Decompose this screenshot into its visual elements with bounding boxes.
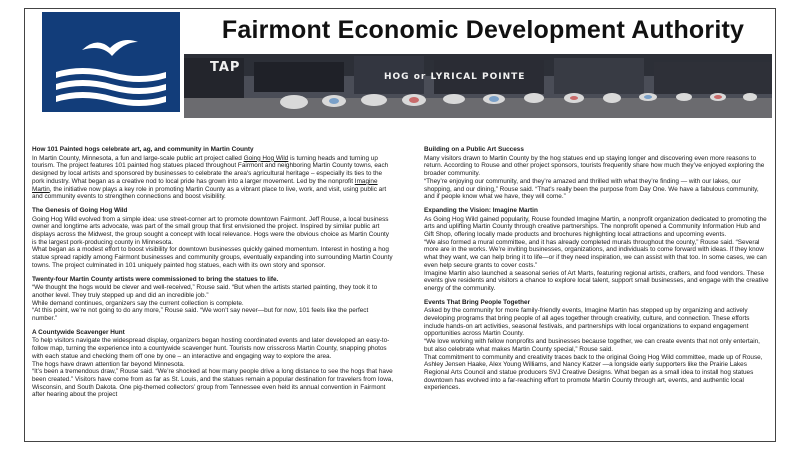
paragraph: To help visitors navigate the widespread display, organizers began hosting coordinated events and later developed an easy-to-follow map, turning the experience into a countywide scavenger hunt. Tourists now crisscross Martin County, snapping photos with each statue and checking them off one by one – an interactive and engaging way to explore the area. xyxy=(32,337,390,360)
page-title: Fairmont Economic Development Authority xyxy=(221,16,745,44)
paragraph: “They’re enjoying our community, and they’re amazed and thrilled with what they’re finding — with our lakes, our shopping, and our dining,” Rouse said. “That’s really been the purpose from Day One. We have a fabulous community, and if people know what we have, they will come.” xyxy=(424,177,759,201)
paragraph: Asked by the community for more family-friendly events, Imagine Martin has stepped up by organizing and actively developing programs that bring people of all ages together through creativity, culture, and connection. These efforts include hands-on art activities, seasonal festivals, and partnerships with local organizations to expand engagement opportunities across Martin County. xyxy=(424,307,750,338)
section-heading: The Genesis of Going Hog Wild xyxy=(32,206,128,214)
section-heading: A Countywide Scavenger Hunt xyxy=(32,328,125,336)
paragraph: While demand continues, organizers say the current collection is complete. xyxy=(32,299,244,307)
section-heading: Events That Bring People Together xyxy=(424,298,531,306)
street-hogs-photo-icon xyxy=(184,54,772,118)
logo xyxy=(42,12,180,112)
paragraph: That commitment to community and creativity traces back to the original Going Hog Wild committee, made up of Rouse, Ashley Jensen Haake, Alex Young Williams, and Nancy Katzer —a longside early supporters like the Prairie Lakes Regional Arts Council and statue producers SVJ Creative Designs. What began as a small idea to install hog statues downtown has evolved into a far-reaching effort to promote Martin County through art, events, and authentic local experiences. xyxy=(424,353,763,392)
article-section xyxy=(32,146,394,201)
section-heading: How 101 Painted hogs celebrate art, ag, and community in Martin County xyxy=(32,146,254,153)
text: is turning heads and turning up tourism. The project features 101 painted hog statues placed throughout Fairmont and neighboring Martin County towns, each designed by local artists and sponsored by businesses to celebrate the area's agricultural heritage – especially its ties to the pork industry. What began as a creative nod to local pride has grown into a larger movement. Led by the nonprofit xyxy=(32,154,389,185)
paragraph: “At this point, we’re not going to do any more,” Rouse said. “We won’t say never—but for now, 101 feels like the perfect number.” xyxy=(32,307,369,323)
paragraph xyxy=(32,155,394,201)
section-heading: Expanding the Vision: Imagine Martin xyxy=(424,206,538,214)
article-section xyxy=(32,276,394,323)
banner-sign-tap: TAP xyxy=(210,60,241,75)
seagull-waves-logo-icon xyxy=(42,12,180,112)
article-section xyxy=(424,207,770,293)
banner-photo xyxy=(184,54,772,118)
paragraph: “We thought the hogs would be clever and well-received,” Rouse said. “But when the artists started painting, they took it to another level. They truly stepped up and did an incredible job.” xyxy=(32,284,378,299)
going-hog-wild-link[interactable]: Going Hog Wild xyxy=(243,154,289,162)
section-heading: Building on a Public Art Success xyxy=(424,146,524,153)
text: , the initiative now plays a key role in promoting Martin County as a vibrant place to live, work, and visit, using public art and community events to strengthen connections and boost visibility. xyxy=(32,185,387,201)
paragraph: Imagine Martin also launched a seasonal series of Art Marts, featuring regional artists, crafters, and food vendors. These events give residents and visitors a chance to explore local talent, support small businesses, and engage with the creative energy of the community. xyxy=(424,269,769,292)
article-section xyxy=(424,146,770,201)
imagine-martin-link[interactable]: Imagine Martin xyxy=(32,177,378,193)
article-section xyxy=(424,299,770,392)
text: In Martin County, Minnesota, a fun and large-scale public art project called xyxy=(32,154,244,162)
paragraph: “It’s been a tremendous draw,” Rouse said. “We’re shocked at how many people drive a long distance to see the hogs that have been created.” Visitors have come from as far as St. Louis, and the statues remain a popular destination for travelers from Iowa, Wisconsin, and South Dakota. One pig-themed collectors’ group from Tennessee even held its annual convention in Fairmont after hearing about the project xyxy=(32,368,394,399)
banner-sign-lyrical-pointe: HOG or LYRICAL POINTE xyxy=(384,72,526,82)
article-section xyxy=(32,329,394,399)
article-section xyxy=(32,207,394,270)
paragraph: Many visitors drawn to Martin County by the hog statues end up staying longer and discovering even more reasons to return. According to Rouse and other project sponsors, tourists frequently share how much they’ve enjoyed exploring the broader community. xyxy=(424,154,765,178)
paragraph: What began as a modest effort to boost visibility for downtown businesses quickly gained momentum. Interest in hosting a hog statue spread rapidly among Fairmont businesses and community groups, eventually expanding into surrounding Martin County towns. The project culminated in 101 uniquely painted hog statues, each with its own story and sponsor. xyxy=(32,246,393,269)
section-heading: Twenty-four Martin County artists were commissioned to bring the statues to life. xyxy=(32,275,279,283)
paragraph: “We love working with fellow nonprofits and businesses because together, we can create events that not only entertain, but also celebrate what makes Martin County special,” Rouse said. xyxy=(424,338,760,353)
left-column xyxy=(32,146,394,405)
paragraph: As Going Hog Wild gained popularity, Rouse founded Imagine Martin, a nonprofit organization dedicated to promoting the arts and uplifting Martin County through creative partnerships. The nonprofit opened a Community Information Hub and Gift Shop, offering locally made products and brochures highlighting local attractions and upcoming events. xyxy=(424,215,767,239)
paragraph: The hogs have drawn attention far beyond Minnesota. xyxy=(32,360,185,368)
right-column xyxy=(424,146,770,398)
paragraph: Going Hog Wild evolved from a simple idea: use street-corner art to promote downtown Fairmont. Jeff Rouse, a local business owner and longtime arts advocate, was part of the small group that first envisioned the project. Inspired by similar public art displays across the Midwest, the group sought a concept with local relevance. Hogs were the obvious choice as Martin County is the largest pork-producing county in Minnesota. xyxy=(32,215,389,246)
paragraph: “We also formed a mural committee, and it has already completed murals throughout the county,” Rouse said. “Several more are in the works. We’re inviting businesses, organizations, and individuals to come forward with ideas. If they know what they want, we can help bring it to life—or if they need inspiration, we can assist with that too. In some cases, we can even help secure grants to cover costs.” xyxy=(424,238,767,269)
